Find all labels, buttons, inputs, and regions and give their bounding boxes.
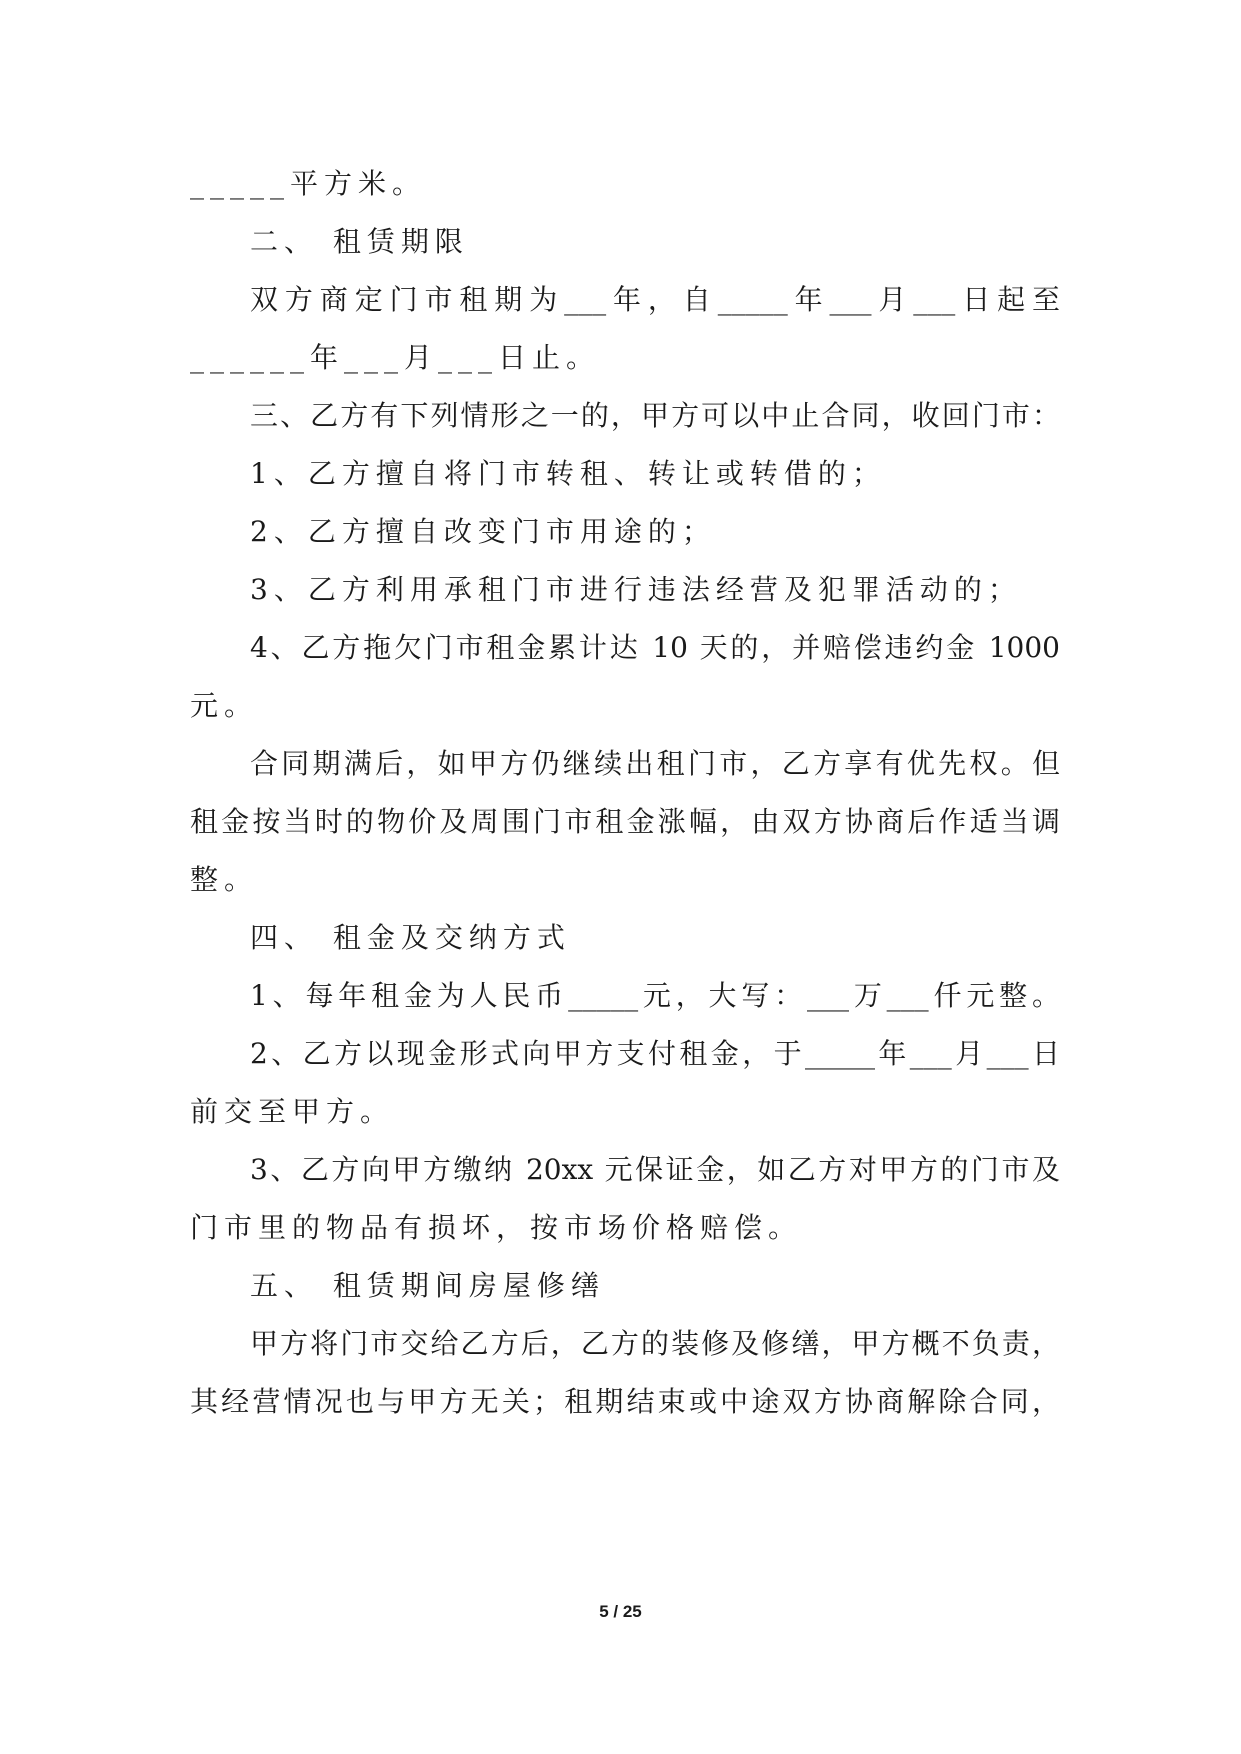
text-line: 前交至甲方。 bbox=[190, 1095, 395, 1128]
list-item: 3、乙方向甲方缴纳 20xx 元保证金，如乙方对甲方的门市及 bbox=[250, 1153, 1060, 1186]
list-item: 4、乙方拖欠门市租金累计达 10 天的，并赔偿违约金 1000 bbox=[250, 631, 1060, 664]
list-item: 2、乙方擅自改变门市用途的； bbox=[250, 515, 716, 548]
text-line: 租金按当时的物价及周围门市租金涨幅，由双方协商后作适当调 bbox=[190, 805, 1060, 838]
list-item: 1、每年租金为人民币_____元，大写：___万___仟元整。 bbox=[250, 979, 1060, 1012]
list-item: 1、乙方擅自将门市转租、转让或转借的； bbox=[250, 457, 886, 490]
section-heading: 二、 租赁期限 bbox=[250, 225, 469, 258]
list-item: 3、乙方利用承租门市进行违法经营及犯罪活动的； bbox=[250, 573, 1022, 606]
text-line: 三、乙方有下列情形之一的，甲方可以中止合同，收回门市： bbox=[250, 399, 1060, 432]
text-line: 甲方将门市交给乙方后，乙方的装修及修缮，甲方概不负责， bbox=[250, 1327, 1060, 1360]
text-line: 整。 bbox=[190, 863, 259, 896]
section-heading: 五、 租赁期间房屋修缮 bbox=[250, 1269, 605, 1302]
text-line: 门市里的物品有损坏，按市场价格赔偿。 bbox=[190, 1211, 803, 1244]
list-item: 2、乙方以现金形式向甲方支付租金，于_____年___月___日 bbox=[250, 1037, 1060, 1070]
text-line: ______年___月___日止。 bbox=[190, 341, 601, 374]
section-heading: 四、 租金及交纳方式 bbox=[250, 921, 571, 954]
text-line: 元。 bbox=[190, 689, 259, 722]
text-line: 其经营情况也与甲方无关；租期结束或中途双方协商解除合同， bbox=[190, 1385, 1060, 1418]
text-line: 双方商定门市租期为___年，自_____年___月___日起至 bbox=[250, 283, 1060, 316]
text-line: 合同期满后，如甲方仍继续出租门市，乙方享有优先权。但 bbox=[250, 747, 1060, 780]
page-number: 5 / 25 bbox=[599, 1602, 642, 1621]
text-line: _____平方米。 bbox=[190, 167, 427, 200]
